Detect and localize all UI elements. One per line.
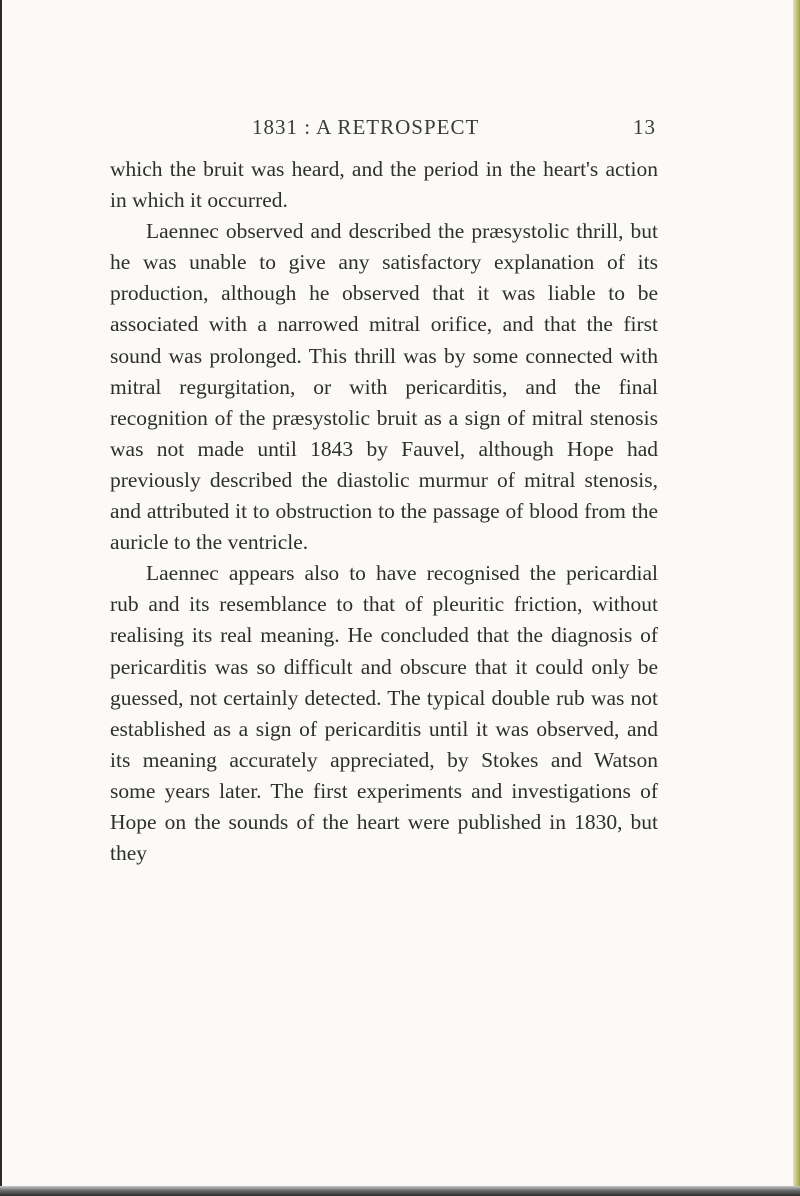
running-head: 1831 : A RETROSPECT (252, 115, 480, 139)
paragraph-laennec-thrill: Laennec observed and described the præsystolic thrill, but he was unable to give any satisfactory explanation of its production, although he observed that it was liable to be associated with a narrowed mitral orifice, and that the first sound was prolonged. This thrill was by some connected with mitral regurgitation, or with pericarditis, and the final recognition of the præsystolic bruit as a sign of mitral stenosis was not made until 1843 by Fauvel, although Hope had previously described the diastolic murmur of mitral stenosis, and attributed it to obstruction to the passage of blood from the auricle to the ventricle. (110, 219, 658, 555)
paragraph-pericardial-rub: Laennec appears also to have recognised the pericardial rub and its resemblance to that of pleuritic friction, without realising its real meaning. He concluded that the diagnosis of pericarditis was so difficult and obscure that it could only be guessed, not certainly detected. The typical double rub was not established as a sign of pericarditis until it was observed, and its meaning accurately appreciated, by Stokes and Watson some years later. The first experiments and investigations of Hope on the sounds of the heart were published in 1830, but they (110, 561, 658, 866)
paragraph-continuation: which the bruit was heard, and the period in the heart's action in which it occurred. (110, 157, 658, 213)
bottom-page-edge (0, 1186, 800, 1196)
page-header (0, 115, 800, 139)
left-page-edge (0, 0, 2, 1196)
page-number: 13 (633, 115, 656, 139)
body-text (110, 154, 658, 869)
right-page-edge (793, 0, 800, 1196)
